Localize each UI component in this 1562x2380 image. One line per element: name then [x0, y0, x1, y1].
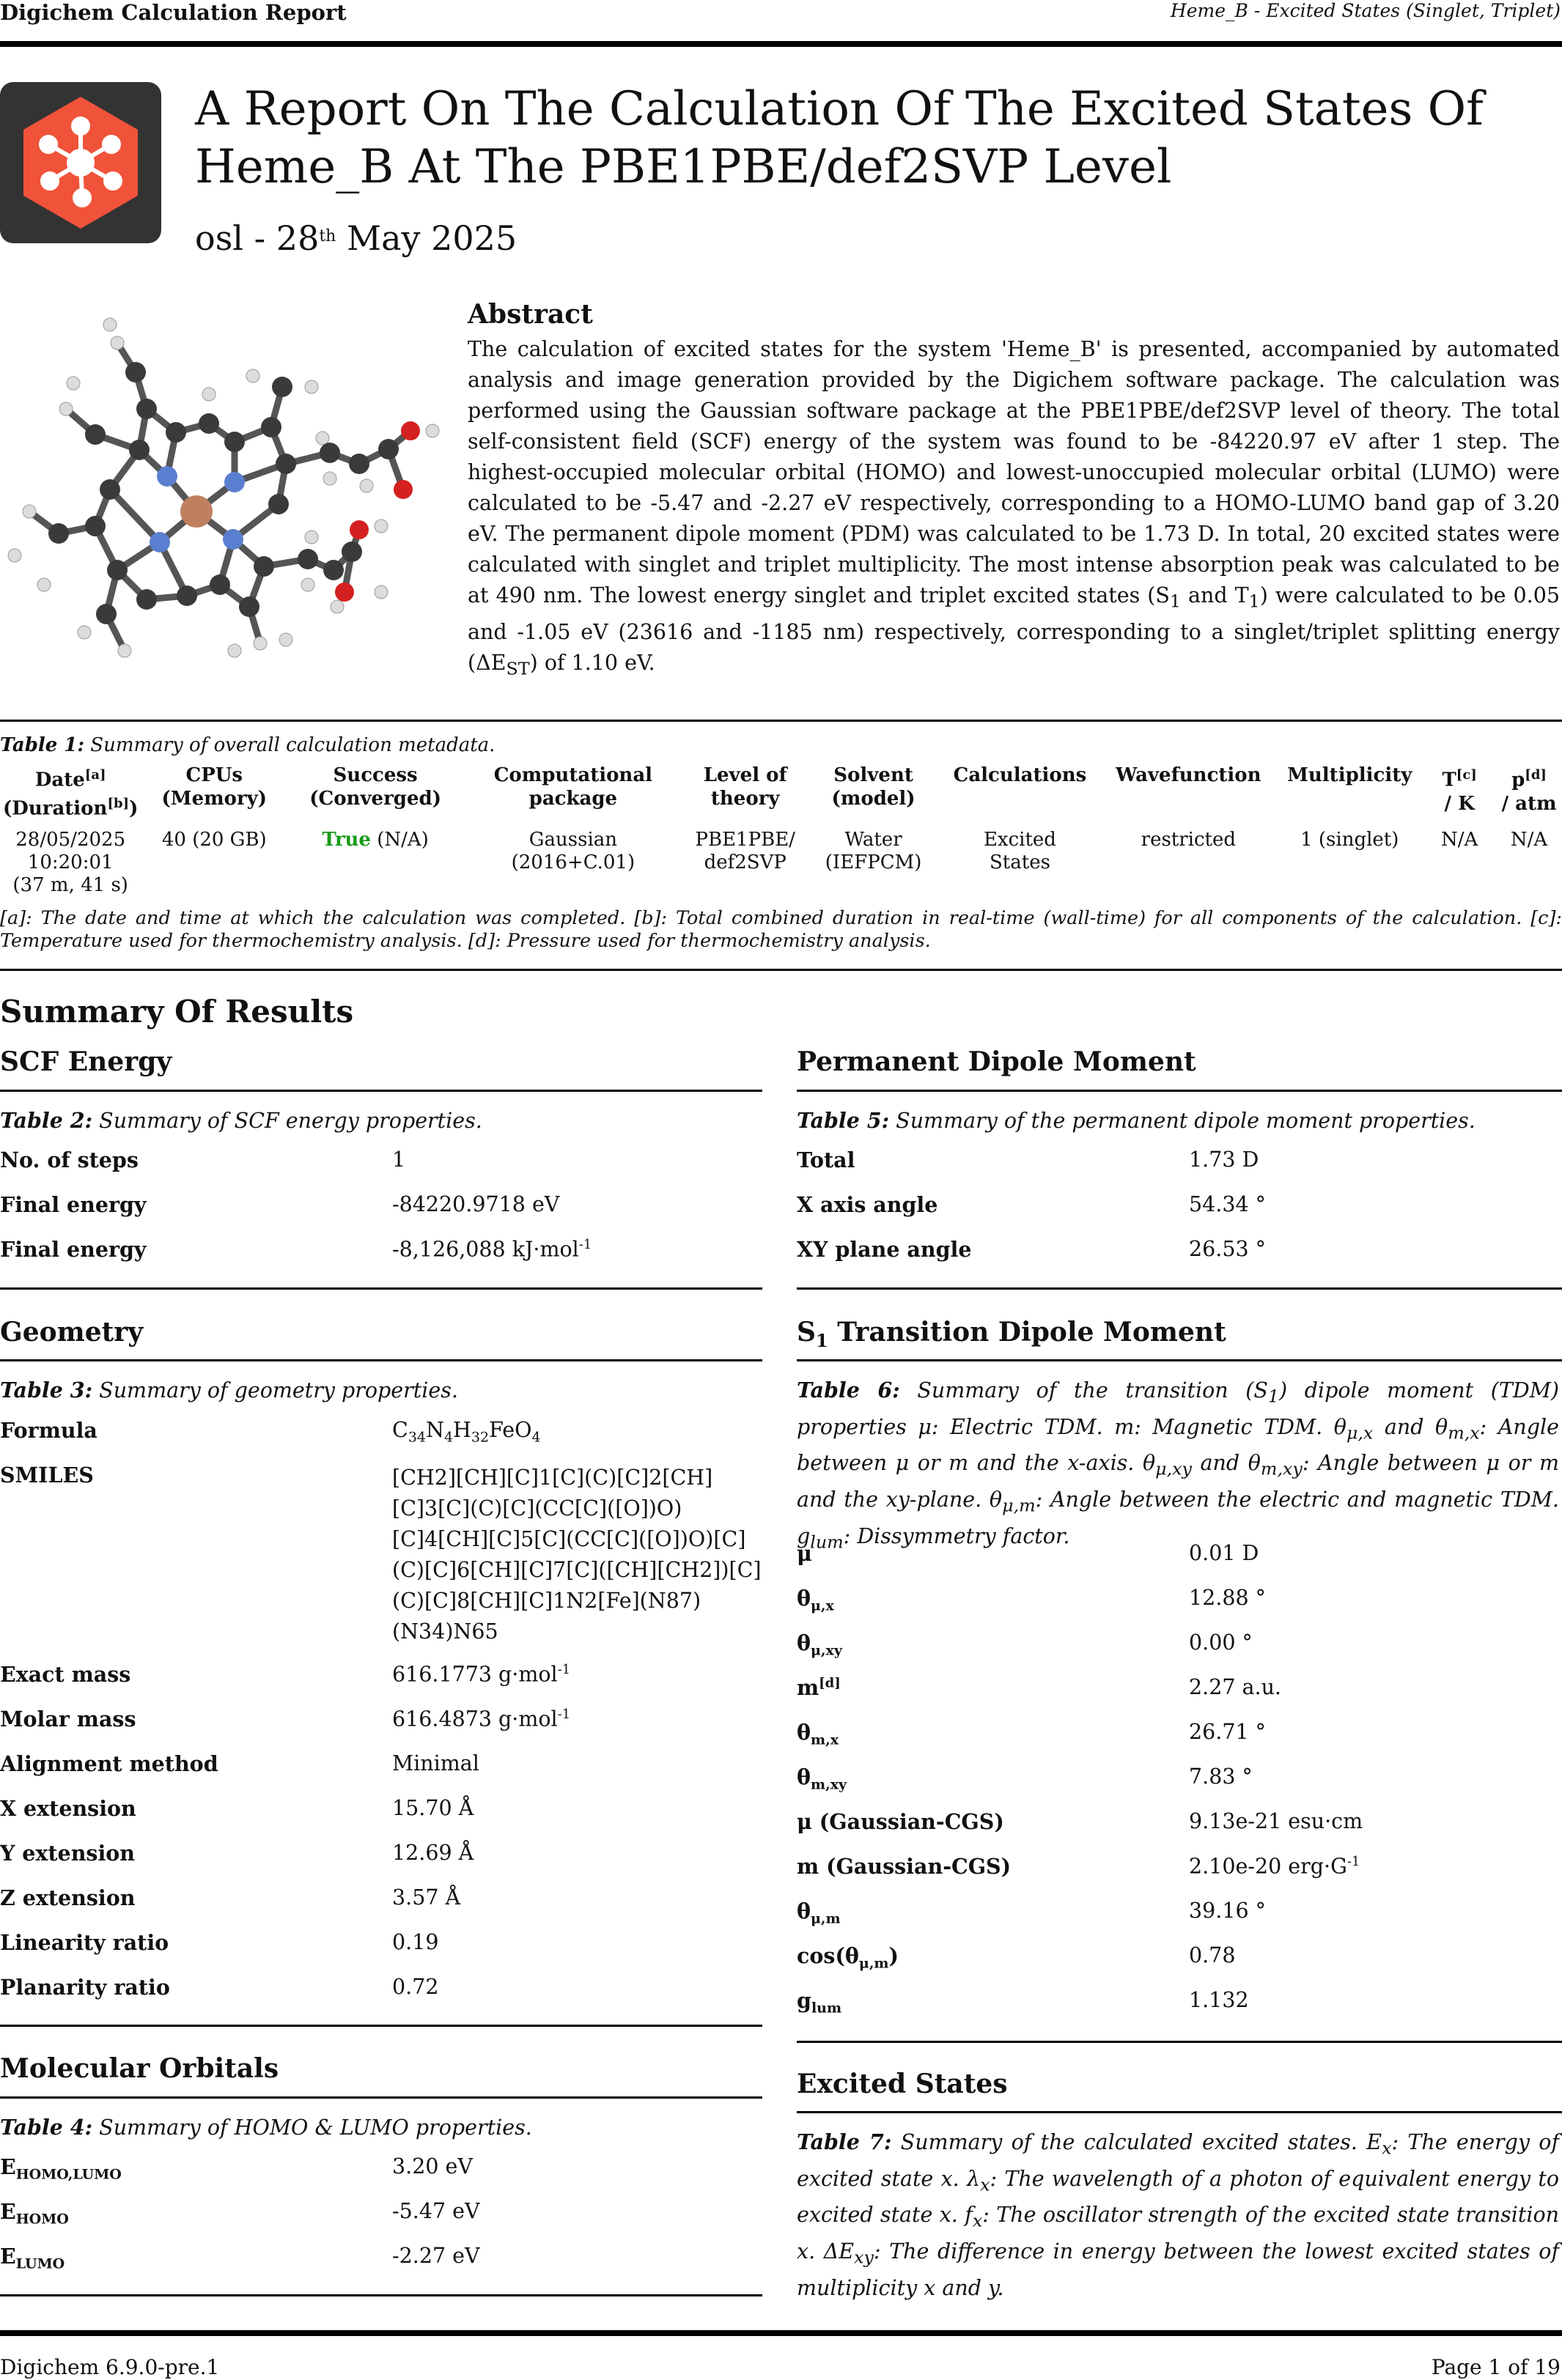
t3-text: Summary of geometry properties. — [92, 1378, 458, 1402]
mo-key-homo — [0, 2199, 69, 2228]
footer-version: Digichem 6.9.0-pre.1 — [0, 2355, 220, 2379]
f-d: FeO — [489, 1418, 532, 1442]
excited-rule-top — [797, 2111, 1562, 2113]
excited-heading: Excited States — [797, 2069, 1008, 2099]
geo-val-exact-mass-sup: -1 — [557, 1662, 571, 1677]
tdm-k10-sub: lum — [811, 2000, 842, 2017]
h-converged: (Converged) — [309, 788, 441, 810]
orbitals-heading: Molecular Orbitals — [0, 2053, 279, 2084]
t2-label: Table 2: — [0, 1108, 93, 1133]
h-date: Date — [34, 769, 85, 791]
table-row — [0, 829, 1562, 897]
table1-caption-text: Summary of overall calculation metadata. — [84, 734, 496, 756]
summary-heading: Summary Of Results — [0, 994, 354, 1030]
geo-val-linearity: 0.19 — [392, 1930, 439, 1954]
abstract-and-t: and T — [1181, 583, 1249, 607]
geo-val-x-ext: 15.70 Å — [392, 1796, 474, 1820]
h-t: T — [1442, 769, 1456, 791]
mo-key-lumo-sub: LUMO — [15, 2255, 65, 2272]
orbitals-rule-bottom — [0, 2294, 762, 2296]
scf-heading: SCF Energy — [0, 1046, 172, 1077]
cell-wavefunction: restricted — [1141, 829, 1237, 851]
smiles-line: [C]3[C](C)[C](CC[C]([O])O) — [392, 1496, 682, 1520]
cell-package — [463, 829, 683, 897]
scf-key-steps: No. of steps — [0, 1148, 139, 1172]
cell-success — [287, 829, 463, 897]
t6-p7s: lum — [810, 1531, 844, 1553]
cell-pressure: N/A — [1510, 829, 1548, 851]
col-calculations — [940, 762, 1101, 829]
scf-val-energy-kj — [392, 1237, 592, 1262]
geo-val-z-ext: 3.57 Å — [392, 1885, 461, 1910]
table6-caption — [797, 1375, 1559, 1557]
col-cpus — [141, 762, 287, 829]
tdm-val-cos: 0.78 — [1189, 1943, 1236, 1967]
t7-p1: Summary of the calculated excited states. E — [891, 2130, 1382, 2154]
tdm-k5-sub: m,xy — [811, 1776, 847, 1793]
t6-p4: : Angle between μ or m and the x-axis. θ — [797, 1414, 1559, 1476]
tdm-key-theta-m-xy — [797, 1764, 847, 1793]
tdm-k4: θ — [797, 1720, 811, 1745]
cell-solvent — [808, 829, 940, 897]
abstract-mid: ) were calculated to be 0.05 and -1.05 eV (23616 and -1185 nm) respectively, corresponding to a singlet/triplet splitting energy (ΔE — [468, 583, 1561, 675]
cell-level — [683, 829, 808, 897]
date-suffix: th — [319, 227, 336, 245]
mo-key-lumo — [0, 2244, 65, 2272]
col-level — [683, 762, 808, 829]
geo-val-molar-mass-text: 616.4873 g·mol — [392, 1707, 558, 1732]
t7-p5: : The difference in energy between the lowest excited states of multiplicity x and y. — [797, 2239, 1559, 2300]
tdm-k5: θ — [797, 1764, 811, 1789]
h-solvent: Solvent — [833, 764, 913, 786]
geo-val-exact-mass-text: 616.1773 g·mol — [392, 1662, 558, 1687]
title-line-1: A Report On The Calculation Of The Excited States Of — [195, 82, 1484, 136]
h-k: / K — [1444, 792, 1475, 815]
t7-p4: : The oscillator strength of the excited state transition x. ΔE — [797, 2203, 1560, 2264]
t6-p4s: μ,xy — [1155, 1459, 1192, 1480]
t6-p1s: 1 — [1267, 1386, 1280, 1407]
f-b: N — [426, 1418, 444, 1442]
v-converged: (N/A) — [370, 829, 429, 851]
v-success: True — [322, 829, 371, 851]
title-line-2: Heme_B At The PBE1PBE/def2SVP Level — [195, 140, 1172, 194]
cell-temperature: N/A — [1440, 829, 1478, 851]
mo-key-gap — [0, 2154, 122, 2183]
t7-p2s: x — [980, 2174, 990, 2195]
mo-val-gap: 3.20 eV — [392, 2154, 473, 2178]
t5-label: Table 5: — [797, 1108, 890, 1133]
t6-p7: : Angle between the electric and magnetic TDM. g — [797, 1488, 1559, 1548]
v-level: PBE1PBE/ — [695, 829, 795, 851]
tdm-key-glum — [797, 1988, 841, 2017]
geo-val-alignment: Minimal — [392, 1751, 479, 1775]
h-cpus: CPUs — [185, 764, 243, 786]
table3-caption — [0, 1375, 458, 1406]
pdm-rule-top — [797, 1090, 1562, 1092]
tdm-key-mu-cgs: μ (Gaussian-CGS) — [797, 1809, 1004, 1834]
abstract-st-sub: ST — [506, 658, 530, 679]
col-wavefunction — [1100, 762, 1276, 829]
header-rule — [0, 41, 1562, 47]
tdm-val-mu: 0.01 D — [1189, 1541, 1259, 1565]
tdm-val-mu-cgs: 9.13e-21 esu·cm — [1189, 1809, 1363, 1833]
cell-calculations — [940, 829, 1101, 897]
abstract-text — [468, 334, 1560, 684]
geo-key-molar-mass: Molar mass — [0, 1707, 136, 1732]
geometry-heading: Geometry — [0, 1317, 144, 1348]
cell-date — [0, 829, 141, 897]
h-comp: Computational — [493, 764, 653, 786]
tdm-k10: g — [797, 1988, 811, 2013]
tdm-key-theta-mu-x — [797, 1586, 834, 1614]
h-memory: (Memory) — [161, 788, 268, 810]
tdm-heading — [797, 1317, 1226, 1351]
table1-caption — [0, 734, 495, 756]
geo-key-smiles: SMILES — [0, 1463, 94, 1488]
t7-p4s: xy — [854, 2247, 874, 2268]
table7-caption — [797, 2126, 1559, 2304]
tdm-val-m: 2.27 a.u. — [1189, 1675, 1281, 1699]
f-an: 34 — [408, 1429, 426, 1446]
h-p: p — [1511, 769, 1525, 791]
pdm-heading: Permanent Dipole Moment — [797, 1046, 1196, 1077]
footer-rule — [0, 2330, 1562, 2336]
pdm-key-x-angle: X axis angle — [797, 1192, 938, 1217]
metadata-table — [0, 762, 1562, 897]
table1-footnote: [a]: The date and time at which the calculation was completed. [b]: Total combined duration in real-time (wall-time) for all components of the calculation. [c]: Temperature used for thermochemistry analysis. [d]: Pressure used for thermochemistry analysis. — [0, 907, 1562, 952]
col-temperature — [1423, 762, 1496, 829]
v-level2: def2SVP — [704, 851, 786, 874]
scf-rule-top — [0, 1090, 762, 1092]
date-rest: May 2025 — [336, 218, 517, 258]
t7-p1s: x — [1382, 2137, 1392, 2159]
abstract-s-sub: 1 — [1169, 591, 1182, 612]
v-calc: Excited — [983, 829, 1056, 851]
v-solvent: Water — [844, 829, 902, 851]
tdm-k9: cos(θ — [797, 1943, 859, 1968]
geo-key-exact-mass: Exact mass — [0, 1662, 131, 1687]
geo-key-x-ext: X extension — [0, 1796, 136, 1821]
geo-key-planarity: Planarity ratio — [0, 1975, 170, 2000]
t6-p5: and θ — [1191, 1451, 1261, 1476]
date-prefix: osl - 28 — [195, 218, 320, 258]
scf-rule-bottom — [0, 1287, 762, 1290]
h-duration-sup: [b] — [107, 795, 130, 811]
geo-val-y-ext: 12.69 Å — [392, 1841, 474, 1865]
scf-key-energy-kj: Final energy — [0, 1237, 147, 1262]
v-solvent-model: (IEFPCM) — [825, 851, 922, 874]
table4-caption — [0, 2112, 532, 2143]
tdm-v7-sup: -1 — [1347, 1854, 1360, 1869]
smiles-line: (N34)N65 — [392, 1619, 498, 1644]
abstract-end: ) of 1.10 eV. — [529, 650, 655, 675]
t7-p3: : The wavelength of a photon of equivalent energy to excited state x. f — [797, 2166, 1559, 2228]
scf-key-energy-ev: Final energy — [0, 1192, 147, 1217]
pdm-val-xy-angle: 26.53 ° — [1189, 1237, 1266, 1261]
mo-key-homo-sub: HOMO — [15, 2211, 69, 2228]
tdm-k8-sub: μ,m — [811, 1910, 841, 1927]
col-multiplicity — [1276, 762, 1423, 829]
h-duration: (Duration — [3, 797, 108, 820]
report-date — [195, 218, 517, 258]
scf-val-energy-ev: -84220.9718 eV — [392, 1192, 560, 1216]
h-level: Level of — [703, 764, 787, 786]
t7-text — [797, 2130, 1559, 2300]
pdm-val-x-angle: 54.34 ° — [1189, 1192, 1266, 1216]
h-calculations: Calculations — [953, 764, 1087, 786]
h-p-sup: [d] — [1525, 767, 1547, 783]
t5-text: Summary of the permanent dipole moment properties. — [889, 1109, 1476, 1133]
report-header-subtitle: Heme_B - Excited States (Singlet, Triplet) — [1170, 0, 1561, 21]
col-solvent — [808, 762, 940, 829]
tdm-k8: θ — [797, 1899, 811, 1923]
t6-p2s: μ,x — [1346, 1422, 1374, 1444]
pdm-key-total: Total — [797, 1148, 855, 1172]
molecule-structure-image — [0, 306, 447, 680]
digichem-logo — [0, 82, 161, 243]
v-package-ver: (2016+C.01) — [511, 851, 636, 874]
tdm-key-theta-m-x — [797, 1720, 839, 1748]
report-header-title: Digichem Calculation Report — [0, 0, 347, 25]
f-c: H — [453, 1418, 471, 1442]
t6-p6s: μ,m — [1002, 1495, 1036, 1516]
abstract-t-sub: 1 — [1248, 591, 1260, 612]
smiles-line: [CH2][CH][C]1[C](C)[C]2[CH] — [392, 1466, 713, 1490]
table5-caption — [797, 1105, 1476, 1137]
geo-key-alignment: Alignment method — [0, 1751, 218, 1776]
t2-text: Summary of SCF energy properties. — [92, 1109, 482, 1133]
geo-val-formula — [392, 1418, 541, 1446]
v-time: 10:20:01 — [27, 851, 114, 874]
tdm-k9-close: ) — [888, 1943, 899, 1968]
smiles-line: (C)[C]8[CH][C]1N2[Fe](N87) — [392, 1589, 701, 1613]
tdm-k4-sub: m,x — [811, 1732, 839, 1748]
mo-key-gap-sub: HOMO,LUMO — [15, 2166, 122, 2183]
t6-p5s: m,xy — [1260, 1459, 1303, 1480]
scf-val-steps: 1 — [392, 1148, 406, 1172]
mo-val-homo: -5.47 eV — [392, 2199, 480, 2223]
h-model: (model) — [831, 788, 916, 810]
t7-label: Table 7: — [797, 2129, 892, 2154]
h-multiplicity: Multiplicity — [1287, 764, 1412, 786]
tdm-val-glum: 1.132 — [1189, 1988, 1249, 2012]
tdm-k1-sub: μ,x — [811, 1597, 834, 1614]
f-cn: 32 — [471, 1429, 490, 1446]
mo-key-homo-e: E — [0, 2199, 16, 2224]
t4-label: Table 4: — [0, 2115, 93, 2140]
t6-p8: : Dissymmetry factor. — [843, 1523, 1070, 1548]
geo-val-exact-mass — [392, 1662, 570, 1687]
h-date-sup: [a] — [84, 767, 106, 783]
tdm-heading-rest: Transition Dipole Moment — [828, 1317, 1226, 1348]
mo-key-gap-e: E — [0, 2154, 16, 2179]
f-bn: 4 — [443, 1429, 454, 1446]
h-t-sup: [c] — [1456, 767, 1477, 783]
tdm-val-m-cgs — [1189, 1854, 1360, 1879]
geo-val-molar-mass-sup: -1 — [557, 1707, 571, 1722]
smiles-line: (C)[C]6[CH][C]7[C]([CH][CH2])[C] — [392, 1558, 762, 1582]
mo-val-lumo: -2.27 eV — [392, 2244, 480, 2268]
geo-key-y-ext: Y extension — [0, 1841, 136, 1866]
tdm-k2-sub: μ,xy — [811, 1642, 842, 1659]
logo-hexagon-icon — [0, 82, 161, 243]
tdm-rule-bottom — [797, 2041, 1562, 2043]
h-atm: / atm — [1501, 792, 1557, 815]
t6-p2: ) dipole moment (TDM) properties μ: Electric TDM. m: Magnetic TDM. θ — [797, 1378, 1559, 1439]
tdm-k1: θ — [797, 1586, 811, 1611]
v-package: Gaussian — [528, 829, 618, 851]
tdm-key-theta-mu-xy — [797, 1630, 842, 1659]
cell-cpus: 40 (20 GB) — [161, 829, 267, 851]
geo-val-planarity: 0.72 — [392, 1975, 439, 1999]
pdm-key-xy-angle: XY plane angle — [797, 1237, 972, 1262]
cell-multiplicity: 1 (singlet) — [1300, 829, 1399, 851]
scf-val-energy-kj-sup: -1 — [578, 1237, 592, 1252]
t4-text: Summary of HOMO & LUMO properties. — [92, 2115, 532, 2140]
tdm-v7: 2.10e-20 erg·G — [1189, 1854, 1347, 1879]
smiles-line: [C]4[CH][C]5[C](CC[C]([O])O)[C] — [392, 1527, 746, 1551]
f-dn: 4 — [531, 1429, 541, 1446]
t7-p2: : The energy of excited state x. λ — [797, 2130, 1559, 2191]
geometry-rule-top — [0, 1359, 762, 1361]
h-theory: theory — [710, 788, 780, 810]
tdm-val-theta-m-x: 26.71 ° — [1189, 1720, 1266, 1744]
v-date: 28/05/2025 — [15, 829, 126, 851]
report-title — [195, 81, 1551, 196]
t3-label: Table 3: — [0, 1378, 93, 1402]
tdm-val-theta-mu-m: 39.16 ° — [1189, 1899, 1266, 1923]
col-success — [287, 762, 463, 829]
scf-val-energy-kj-text: -8,126,088 kJ·mol — [392, 1237, 579, 1262]
geo-key-z-ext: Z extension — [0, 1885, 136, 1910]
tdm-val-theta-mu-x: 12.88 ° — [1189, 1586, 1266, 1610]
geometry-rule-bottom — [0, 2025, 762, 2027]
tdm-heading-s: S — [797, 1317, 816, 1348]
geo-key-linearity: Linearity ratio — [0, 1930, 169, 1955]
t6-p3: and θ — [1373, 1414, 1448, 1439]
t7-p3s: x — [972, 2211, 983, 2232]
pdm-rule-bottom — [797, 1287, 1562, 1290]
tdm-val-theta-m-xy: 7.83 ° — [1189, 1764, 1253, 1789]
h-duration-close: ) — [129, 797, 139, 820]
tdm-key-mu: μ — [797, 1541, 812, 1566]
t6-label: Table 6: — [797, 1378, 900, 1402]
tdm-k3: m — [797, 1675, 819, 1700]
footer-page-number: Page 1 of 19 — [1431, 2355, 1561, 2379]
col-package — [463, 762, 683, 829]
table1-header-row — [0, 762, 1562, 829]
h-package: package — [528, 788, 618, 810]
tdm-k9-sub: μ,m — [858, 1955, 889, 1972]
table2-caption — [0, 1105, 482, 1137]
f-a: C — [392, 1418, 408, 1442]
tdm-k3-sup: [d] — [819, 1675, 841, 1691]
t6-p3s: m,x — [1448, 1422, 1480, 1444]
tdm-k2: θ — [797, 1630, 811, 1655]
tdm-val-theta-mu-xy: 0.00 ° — [1189, 1630, 1253, 1655]
geo-val-smiles — [392, 1463, 762, 1647]
h-wavefunction: Wavefunction — [1116, 764, 1261, 786]
tdm-key-theta-mu-m — [797, 1899, 841, 1927]
tdm-key-m — [797, 1675, 841, 1700]
h-success: Success — [333, 764, 418, 786]
table1-rule — [0, 969, 1562, 971]
tdm-key-cos — [797, 1943, 899, 1972]
orbitals-rule-top — [0, 2096, 762, 2099]
abstract-rule — [0, 720, 1562, 722]
col-date — [0, 762, 141, 829]
abstract-main: The calculation of excited states for the system 'Heme_B' is presented, accompanied by automated analysis and image generation provided by the Digichem software package. The calculation was performed using the Gaussian software package at the PBE1PBE/def2SVP level of theory. The total self-consistent field (SCF) energy of the system was found to be -84220.97 eV after 1 step. The highest-occupied molecular orbital (HOMO) and lowest-unoccupied molecular orbital (LUMO) were calculated to be -5.47 and -2.27 eV respectively, corresponding to a HOMO-LUMO band gap of 3.20 eV. The permanent dipole moment (PDM) was calculated to be 1.73 D. In total, 20 excited states were calculated with singlet and triplet multiplicity. The most intense absorption peak was calculated to be at 490 nm. The lowest energy singlet and triplet excited states (S — [468, 337, 1560, 607]
abstract-heading: Abstract — [468, 299, 593, 330]
geo-key-formula: Formula — [0, 1418, 97, 1443]
col-pressure — [1496, 762, 1562, 829]
v-duration: (37 m, 41 s) — [12, 874, 128, 897]
mo-key-lumo-e: E — [0, 2244, 16, 2269]
geo-val-molar-mass — [392, 1707, 570, 1732]
pdm-val-total: 1.73 D — [1189, 1148, 1259, 1172]
v-calc2: States — [989, 851, 1050, 874]
t6-p6: : Angle between μ or m and the xy-plane. θ — [797, 1451, 1560, 1512]
tdm-heading-sub: 1 — [816, 1330, 828, 1352]
t6-p1: Summary of the transition (S — [899, 1378, 1268, 1402]
tdm-rule-top — [797, 1359, 1562, 1361]
tdm-key-m-cgs: m (Gaussian-CGS) — [797, 1854, 1012, 1879]
table1-caption-label: Table 1: — [0, 734, 85, 756]
